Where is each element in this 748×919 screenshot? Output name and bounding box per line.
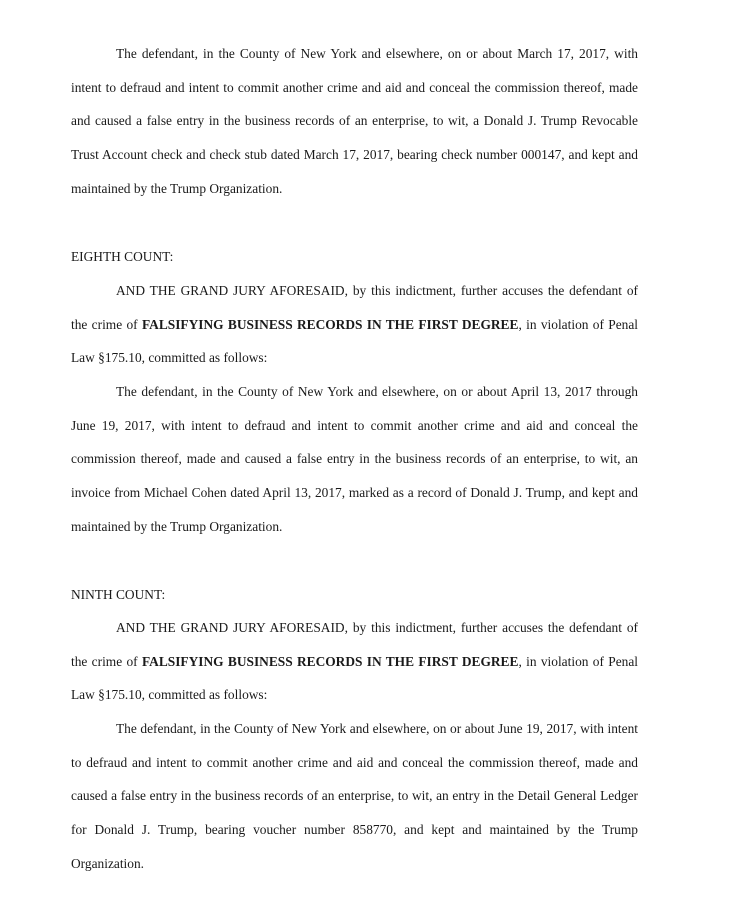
penal-law-text: , in violation of Penal Law §175.10, committed as follows: bbox=[71, 316, 639, 366]
crime-name: FALSIFYING BUSINESS RECORDS IN THE FIRST DEGREE bbox=[141, 316, 519, 332]
ninth-count-accusation-paragraph bbox=[71, 611, 638, 712]
ninth-count-body-paragraph: The defendant, in the County of New York and elsewhere, on or about June 19, 2017, with intent to defraud and intent to commit another crime and aid and conceal the commission thereof, made and caused a false entry in the business records of an enterprise, to wit, an entry in the Detail General Ledger for Donald J. Trump, bearing voucher number 858770, and kept and maintained by the Trump Organization. bbox=[71, 721, 638, 871]
penal-law-text: , in violation of Penal Law §175.10, committed as follows: bbox=[71, 653, 639, 703]
accusation-text: AND THE GRAND JURY AFORESAID, by this indictment, further accuses the defendant of the crime of bbox=[71, 283, 638, 332]
seventh-count-body-paragraph: The defendant, in the County of New York and elsewhere, on or about March 17, 2017, with intent to defraud and intent to commit another crime and aid and conceal the commission thereof, made and caused a false entry in the business records of an enterprise, to wit, a Donald J. Trump Revocable Trust Account check and check stub dated March 17, 2017, bearing check number 000147, and kept and maintained by the Trump Organization. bbox=[71, 46, 638, 196]
crime-name: FALSIFYING BUSINESS RECORDS IN THE FIRST DEGREE bbox=[141, 653, 519, 669]
ninth-count-heading: NINTH COUNT: bbox=[71, 587, 166, 602]
accusation-text: AND THE GRAND JURY AFORESAID, by this indictment, further accuses the defendant of the crime of bbox=[71, 620, 638, 669]
eighth-count-accusation-paragraph bbox=[71, 274, 638, 375]
eighth-count-heading: EIGHTH COUNT: bbox=[71, 249, 174, 264]
eighth-count-body-paragraph: The defendant, in the County of New York and elsewhere, on or about April 13, 2017 through June 19, 2017, with intent to defraud and intent to commit another crime and aid and conceal the commission thereof, made and caused a false entry in the business records of an enterprise, to wit, an invoice from Michael Cohen dated April 13, 2017, marked as a record of Donald J. Trump, and kept and maintained by the Trump Organization. bbox=[71, 384, 638, 534]
